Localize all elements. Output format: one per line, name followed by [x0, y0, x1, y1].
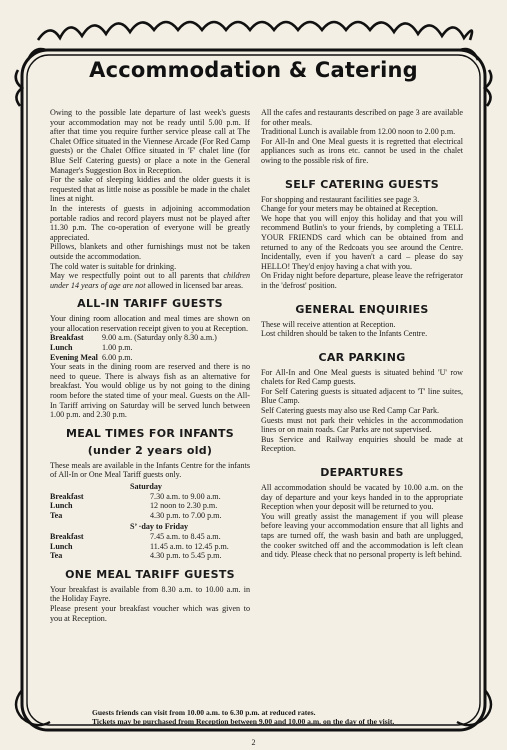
self-catering-paragraph: For shopping and restaurant facilities see page 3.: [261, 194, 420, 204]
enquiries-paragraph: Lost children should be taken to the Infants Centre.: [261, 329, 428, 339]
infant-meal-heading: MEAL TIMES FOR INFANTS: [65, 426, 235, 440]
schedule-row: Tea 4.30 p.m. to 5.45 p.m.: [50, 551, 222, 561]
one-meal-tariff-heading: ONE MEAL TARIFF GUESTS: [65, 567, 235, 581]
parking-paragraph: Bus Service and Railway enquiries should be made at Reception.: [261, 434, 463, 454]
departures-heading: DEPARTURES: [320, 466, 404, 480]
self-catering-paragraph: We hope that you will enjoy this holiday and that you will recommend Butlin's to your friends, by completing a TELL YOUR FRIENDS card which can be obtained from and returned to any of the Redcoats you see around the Centre. Incidentally, even if you haven't a card – please do say HELLO! They'd enjoy having a chat with you.: [261, 213, 463, 271]
one-meal-paragraph: Your breakfast is available from 8.30 a.m. to 10.00 a.m. in the Holiday Fayre.: [50, 584, 250, 604]
meal-time-row: Evening Meal 6.00 p.m.: [50, 352, 133, 362]
schedule-row: Lunch 11.45 a.m. to 12.45 p.m.: [50, 541, 229, 551]
children-age-emphasis: children under 14 years of age are not: [50, 271, 250, 290]
parking-paragraph: For Self Catering guests is situated adjacent to 'T' line suites, Blue Camp.: [261, 386, 463, 406]
self-catering-paragraph: Change for your meters may be obtained at Reception.: [261, 204, 438, 214]
catering-paragraph: All the cafes and restaurants described on page 3 are available for other meals.: [261, 108, 463, 127]
meal-time-row: Breakfast 9.00 a.m. (Saturday only 8.30 a.m.): [50, 333, 217, 343]
page-number: 2: [251, 738, 256, 747]
self-catering-paragraph: On Friday night before departure, please leave the refrigerator in the 'defrost' position.: [261, 271, 463, 290]
meal-time-row: Lunch 1.00 p.m.: [50, 343, 133, 353]
car-parking-heading: CAR PARKING: [318, 350, 406, 364]
page-title: Accommodation & Catering: [89, 58, 418, 82]
all-in-paragraph: Your dining room allocation and meal times are shown on your allocation reservation receipt given to you at Reception.: [50, 314, 250, 333]
visitor-footer-note: [92, 708, 432, 726]
schedule-row: Breakfast 7.30 a.m. to 9.00 a.m.: [50, 491, 221, 501]
self-catering-heading: SELF CATERING GUESTS: [285, 177, 439, 191]
footer-line: Guests friends can visit from 10.00 a.m. to 6.30 p.m. at reduced rates.: [92, 708, 316, 717]
parking-paragraph: Guests must not park their vehicles in the accommodation lines or on main roads. Car Parks are not supervised.: [261, 415, 463, 435]
right-column: [261, 108, 463, 560]
schedule-row: Tea 4.30 p.m. to 7.00 p.m.: [50, 510, 222, 520]
departures-paragraph: You will greatly assist the management if you will please before leaving your accommodation ensure that all lights and taps are turned off, the wash basin and bath are unplugged, the cooker switched off and the accommodation is left clean and tidy. Please check that no personal property is left behind.: [261, 511, 463, 560]
infant-paragraph: These meals are available in the Infants Centre for the infants of All-In or One Meal Tariff guests only.: [50, 460, 250, 480]
intro-paragraph: Owing to the possible late departure of last week's guests your accommodation may not be ready until 5.00 p.m. If after that time you require further service please call at The Chalet Office situated in the Viennese Arcade (For Red Camp guests) or the Chalet Office situated in 'F' chalet line (for Blue Self Catering guests) or place a note in the General Manager's Suggestion Box in Reception.: [50, 108, 250, 175]
catering-paragraph: For All-In and One Meal guests it is regretted that electrical appliances such as irons etc. cannot be used in the chalet owing to the possible risk of fire.: [261, 136, 463, 165]
enquiries-paragraph: These will receive attention at Reception.: [261, 319, 396, 329]
intro-paragraph: For the sake of sleeping kiddies and the older guests it is requested that as little noise as possible be made in the chalet lines at night.: [50, 175, 250, 204]
schedule-row: Breakfast 7.45 a.m. to 8.45 a.m.: [50, 531, 221, 541]
parking-paragraph: Self Catering guests may also use Red Camp Car Park.: [261, 406, 440, 416]
weekday-label: S’ ·day to Friday: [130, 522, 189, 532]
catering-paragraph: Traditional Lunch is available from 12.00 noon to 2.00 p.m.: [261, 127, 456, 137]
footer-line: Tickets may be purchased from Reception between 9.00 and 10.00 a.m. on the day of the visit.: [92, 717, 395, 726]
one-meal-paragraph: Please present your breakfast voucher which was given to you at Reception.: [50, 603, 250, 623]
general-enquiries-heading: GENERAL ENQUIRIES: [295, 302, 429, 316]
left-column: [50, 108, 250, 623]
departures-paragraph: All accommodation should be vacated by 10.00 a.m. on the day of departure and your keys handed in to the appropriate Reception when your deposit will be returned to you.: [261, 483, 463, 512]
intro-paragraph: Pillows, blankets and other furnishings must not be taken outside the accommodation.: [50, 242, 250, 261]
licensed-bar-notice: May we respectfully point out to all parents that children under 14 years of age are not allowed in licensed bar areas.: [50, 271, 250, 290]
saturday-label: Saturday: [130, 482, 162, 491]
intro-paragraph: In the interests of guests in adjoining accommodation portable radios and record players must not be played after 11.30 p.m. The co-operation of everyone will be greatly appreciated.: [50, 203, 250, 242]
parking-paragraph: For All-In and One Meal guests is situated behind 'U' row chalets for Red Camp guests.: [261, 367, 463, 387]
schedule-row: Lunch 12 noon to 2.30 p.m.: [50, 501, 218, 511]
infant-meal-subheading: (under 2 years old): [87, 443, 213, 457]
intro-paragraph: The cold water is suitable for drinking.: [50, 261, 177, 271]
all-in-paragraph: Your seats in the dining room are reserved and there is no need to queue. There is always fish as an alternative for breakfast. You would oblige us by not going to the dining room before the stated time of your meal. Guests on the All-In Tariff arriving on Saturday will be served lunch between 1.00 p.m. and 2.30 p.m.: [50, 362, 250, 420]
all-in-tariff-heading: ALL-IN TARIFF GUESTS: [77, 297, 223, 311]
